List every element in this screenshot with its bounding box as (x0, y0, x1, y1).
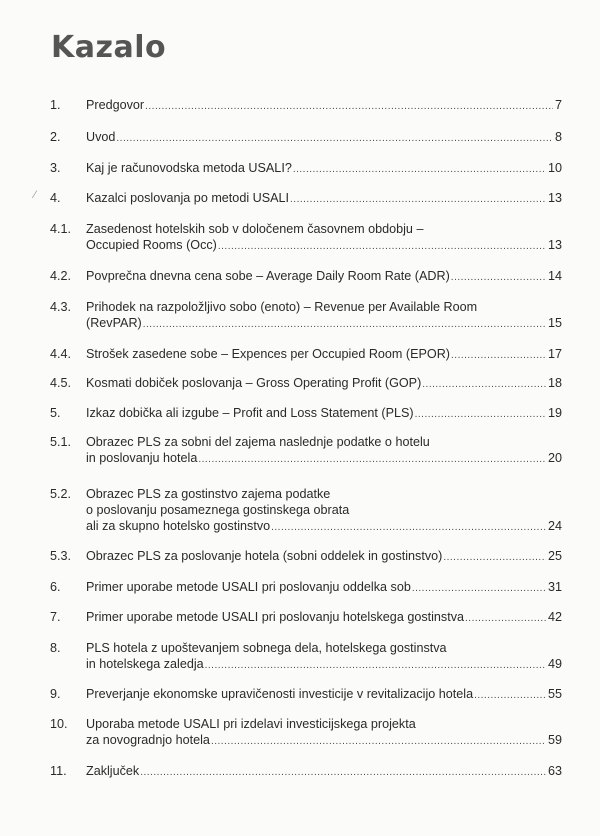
toc-entry-page-number: 20 (547, 451, 562, 465)
dot-leader (116, 131, 553, 147)
toc-entry-number: 7. (50, 610, 61, 624)
toc-entry-title-line: Prihodek na razpoložljivo sobo (enoto) – Revenue per Available Room (86, 300, 478, 314)
toc-entry-page-number: 18 (547, 376, 562, 390)
toc-entry[interactable] (50, 486, 562, 536)
toc-entry-page-number: 49 (547, 657, 562, 671)
toc-entry-leader-line (86, 237, 562, 255)
toc-entry-title-line: PLS hotela z upoštevanjem sobnega dela, hotelskega gostinstva (86, 641, 447, 655)
toc-entry[interactable] (50, 346, 562, 364)
toc-entry-title-line: Zasedenost hotelskih sob v določenem časovnem obdobju – (86, 222, 424, 236)
toc-entry-number: 4.3. (50, 300, 72, 314)
dot-leader (211, 734, 546, 750)
toc-entry-number: 9. (50, 687, 61, 701)
toc-entry-page-number: 14 (547, 269, 562, 283)
toc-entry-number: 5.2. (50, 487, 72, 501)
pencil-mark: ⁄ (34, 189, 36, 201)
toc-entry-leader-line (86, 609, 562, 627)
toc-entry-leader-line (86, 375, 562, 393)
toc-entry-page-number: 7 (554, 98, 562, 112)
toc-entry[interactable] (50, 299, 562, 333)
toc-entry-number: 8. (50, 641, 61, 655)
toc-entry-leader-line (86, 405, 562, 423)
toc-entry-title: Primer uporabe metode USALI pri poslovanju oddelka sob (86, 580, 411, 594)
toc-entry-leader-line (86, 129, 562, 147)
toc-entry-title: Uvod (86, 130, 116, 144)
toc-entry-number: 4.4. (50, 347, 72, 361)
toc-entry-title-line: Obrazec PLS za gostinstvo zajema podatke (86, 487, 331, 501)
dot-leader (145, 99, 553, 115)
toc-entry-leader-line (86, 450, 562, 468)
toc-entry-leader-line (86, 579, 562, 597)
toc-entry[interactable] (50, 640, 562, 674)
dot-leader (293, 162, 546, 178)
toc-entry-page-number: 15 (547, 316, 562, 330)
toc-entry-number: 4.1. (50, 222, 72, 236)
toc-entry-number: 4.5. (50, 376, 72, 390)
toc-entry-number: 4.2. (50, 269, 72, 283)
toc-entry-title: Kazalci poslovanja po metodi USALI (86, 191, 290, 205)
toc-entry-title: Primer uporabe metode USALI pri poslovanju hotelskega gostinstva (86, 610, 465, 624)
toc-entry[interactable] (50, 579, 562, 597)
toc-entry-leader-line (86, 656, 562, 674)
toc-entry-title: Preverjanje ekonomske upravičenosti investicije v revitalizacijo hotela (86, 687, 474, 701)
dot-leader (474, 688, 546, 704)
toc-entry-title-line: o poslovanju posameznega gostinskega obrata (86, 503, 350, 517)
toc-entry-title: Izkaz dobička ali izgube – Profit and Loss Statement (PLS) (86, 406, 414, 420)
toc-entry-leader-line (86, 763, 562, 781)
toc-entry-title: in hotelskega zaledja (86, 657, 204, 671)
toc-entry-title-line: Obrazec PLS za sobni del zajema naslednje podatke o hotelu (86, 435, 430, 449)
toc-entry-page-number: 42 (547, 610, 562, 624)
toc-entry-number: 1. (50, 98, 61, 112)
toc-entry-page-number: 13 (547, 238, 562, 252)
dot-leader (143, 317, 546, 333)
toc-entry-number: 10. (50, 717, 68, 731)
toc-entry-number: 5. (50, 406, 61, 420)
toc-entry[interactable] (50, 221, 562, 255)
dot-leader (271, 520, 546, 536)
toc-entry-title: Obrazec PLS za poslovanje hotela (sobni oddelek in gostinstvo) (86, 549, 443, 563)
toc-entry-page-number: 10 (547, 161, 562, 175)
toc-entry[interactable] (50, 405, 562, 423)
toc-entry-page-number: 19 (547, 406, 562, 420)
toc-entry[interactable] (50, 160, 562, 178)
dot-leader (451, 348, 546, 364)
toc-entry[interactable] (50, 609, 562, 627)
toc-entry[interactable] (50, 268, 562, 286)
dot-leader (140, 765, 546, 781)
toc-entry[interactable] (50, 686, 562, 704)
toc-entry-number: 5.3. (50, 549, 72, 563)
toc-entry-leader-line (86, 160, 562, 178)
toc-entry-leader-line (86, 97, 562, 115)
toc-entry[interactable] (50, 763, 562, 781)
dot-leader (443, 550, 546, 566)
toc-entry-number: 6. (50, 580, 61, 594)
toc-entry-page-number: 17 (547, 347, 562, 361)
toc-entry[interactable] (50, 190, 562, 208)
toc-entry-number: 3. (50, 161, 61, 175)
dot-leader (412, 581, 546, 597)
toc-entry-leader-line (86, 548, 562, 566)
dot-leader (465, 611, 546, 627)
dot-leader (198, 452, 546, 468)
toc-entry-leader-line (86, 315, 562, 333)
toc-entry-number: 4. (50, 191, 61, 205)
toc-entry-title: (RevPAR) (86, 316, 142, 330)
toc-entry-page-number: 31 (547, 580, 562, 594)
dot-leader (290, 192, 546, 208)
toc-entry-page-number: 25 (547, 549, 562, 563)
toc-entry-leader-line (86, 346, 562, 364)
toc-entry-page-number: 63 (547, 764, 562, 778)
toc-entry-number: 2. (50, 130, 61, 144)
toc-entry-title: Zaključek (86, 764, 140, 778)
toc-entry-page-number: 24 (547, 519, 562, 533)
dot-leader (415, 407, 546, 423)
toc-entry-title: Occupied Rooms (Occ) (86, 238, 217, 252)
toc-entry-page-number: 13 (547, 191, 562, 205)
toc-entry[interactable] (50, 375, 562, 393)
toc-entry-title: in poslovanju hotela (86, 451, 198, 465)
toc-entry-leader-line (86, 518, 562, 536)
toc-entry-leader-line (86, 686, 562, 704)
toc-entry-title: ali za skupno hotelsko gostinstvo (86, 519, 271, 533)
dot-leader (422, 377, 546, 393)
toc-entry-leader-line (86, 268, 562, 286)
dot-leader (451, 270, 546, 286)
toc-entry-number: 11. (50, 764, 67, 778)
toc-entry-leader-line (86, 732, 562, 750)
toc-entry[interactable] (50, 434, 562, 468)
toc-entry[interactable] (50, 97, 562, 115)
dot-leader (218, 239, 546, 255)
toc-entry-page-number: 59 (547, 733, 562, 747)
toc-entry-page-number: 8 (554, 130, 562, 144)
toc-entry-title: Kosmati dobiček poslovanja – Gross Operating Profit (GOP) (86, 376, 422, 390)
toc-entry-title: Kaj je računovodska metoda USALI? (86, 161, 292, 175)
toc-entry-title: za novogradnjo hotela (86, 733, 210, 747)
page-title: Kazalo (51, 30, 167, 65)
toc-entry-title: Predgovor (86, 98, 145, 112)
toc-entry-page-number: 55 (547, 687, 562, 701)
toc-entry-title-line: Uporaba metode USALI pri izdelavi investicijskega projekta (86, 717, 416, 731)
dot-leader (205, 658, 546, 674)
toc-entry[interactable] (50, 716, 562, 750)
toc-entry-title: Strošek zasedene sobe – Expences per Occupied Room (EPOR) (86, 347, 451, 361)
toc-entry-title: Povprečna dnevna cena sobe – Average Daily Room Rate (ADR) (86, 269, 450, 283)
toc-entry[interactable] (50, 129, 562, 147)
toc-entry[interactable] (50, 548, 562, 566)
toc-entry-number: 5.1. (50, 435, 72, 449)
toc-entry-leader-line (86, 190, 562, 208)
